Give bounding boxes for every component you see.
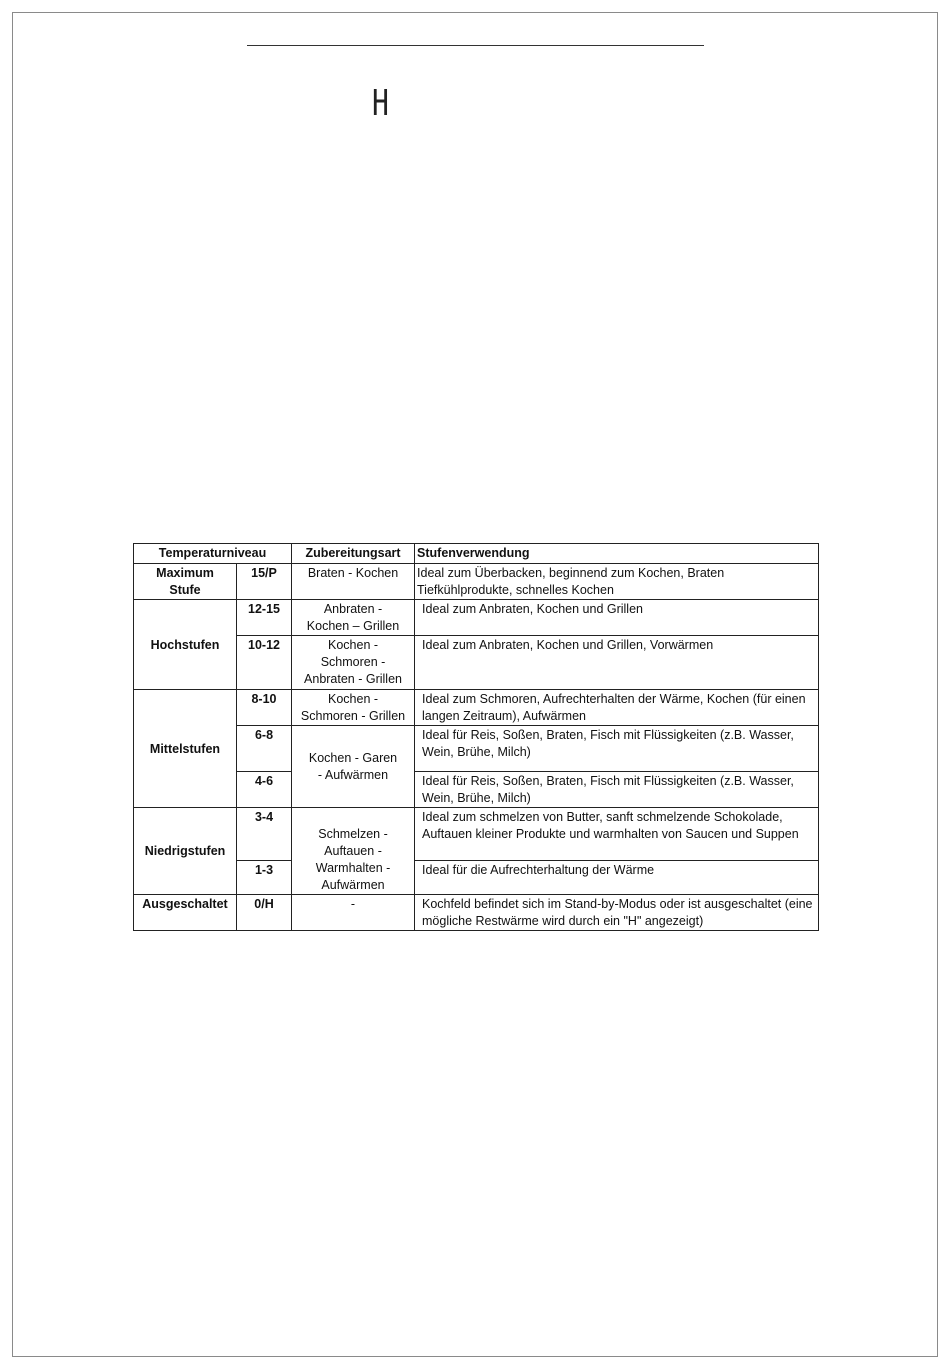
usage-value: Ideal zum Anbraten, Kochen und Grillen, Vorwärmen [415,636,819,690]
table-row [134,636,819,690]
table-row [134,726,819,772]
preparation-value: Kochen - Garen - Aufwärmen [292,726,415,808]
stage-value: 4-6 [237,772,292,808]
usage-value: Ideal zum Anbraten, Kochen und Grillen [415,600,819,636]
residual-heat-display-symbol: H [372,83,389,124]
table-header-row [134,544,819,564]
level-hochstufen: Hochstufen [134,600,237,690]
stage-value: 6-8 [237,726,292,772]
table-row [134,808,819,861]
usage-value: Ideal zum Schmoren, Aufrechterhalten der Wärme, Kochen (für einen langen Zeitraum), Aufwärmen [415,690,819,726]
usage-value: Ideal zum schmelzen von Butter, sanft schmelzende Schokolade, Auftauen kleiner Produkte und warmhalten von Saucen und Suppen [415,808,819,861]
usage-value: Ideal zum Überbacken, beginnend zum Kochen, Braten Tiefkühlprodukte, schnelles Kochen [415,564,819,600]
table-row [134,895,819,931]
preparation-value: - [292,895,415,931]
stage-value: 3-4 [237,808,292,861]
level-mittelstufen: Mittelstufen [134,690,237,808]
level-maximum: Maximum Stufe [134,564,237,600]
stage-value: 10-12 [237,636,292,690]
header-usage: Stufenverwendung [415,544,819,564]
stage-value: 0/H [237,895,292,931]
table-row [134,564,819,600]
stage-value: 8-10 [237,690,292,726]
level-ausgeschaltet: Ausgeschaltet [134,895,237,931]
table-row [134,690,819,726]
usage-value: Ideal für Reis, Soßen, Braten, Fisch mit Flüssigkeiten (z.B. Wasser, Wein, Brühe, Milch) [415,772,819,808]
stage-value: 12-15 [237,600,292,636]
header-preparation: Zubereitungsart [292,544,415,564]
preparation-value: Braten - Kochen [292,564,415,600]
table-row [134,772,819,808]
level-niedrigstufen: Niedrigstufen [134,808,237,895]
header-rule [247,45,704,46]
preparation-value: Kochen - Schmoren - Anbraten - Grillen [292,636,415,690]
usage-value: Kochfeld befindet sich im Stand-by-Modus oder ist ausgeschaltet (eine mögliche Restwärme wird durch ein "H" angezeigt) [415,895,819,931]
usage-value: Ideal für die Aufrechterhaltung der Wärme [415,861,819,895]
header-temperature-level: Temperaturniveau [134,544,292,564]
stage-value: 15/P [237,564,292,600]
preparation-value: Kochen - Schmoren - Grillen [292,690,415,726]
table-row [134,861,819,895]
preparation-value: Anbraten - Kochen – Grillen [292,600,415,636]
stage-value: 1-3 [237,861,292,895]
table-row [134,600,819,636]
heat-level-table [133,543,819,931]
preparation-value: Schmelzen - Auftauen - Warmhalten - Aufwärmen [292,808,415,895]
usage-value: Ideal für Reis, Soßen, Braten, Fisch mit Flüssigkeiten (z.B. Wasser, Wein, Brühe, Milch) [415,726,819,772]
